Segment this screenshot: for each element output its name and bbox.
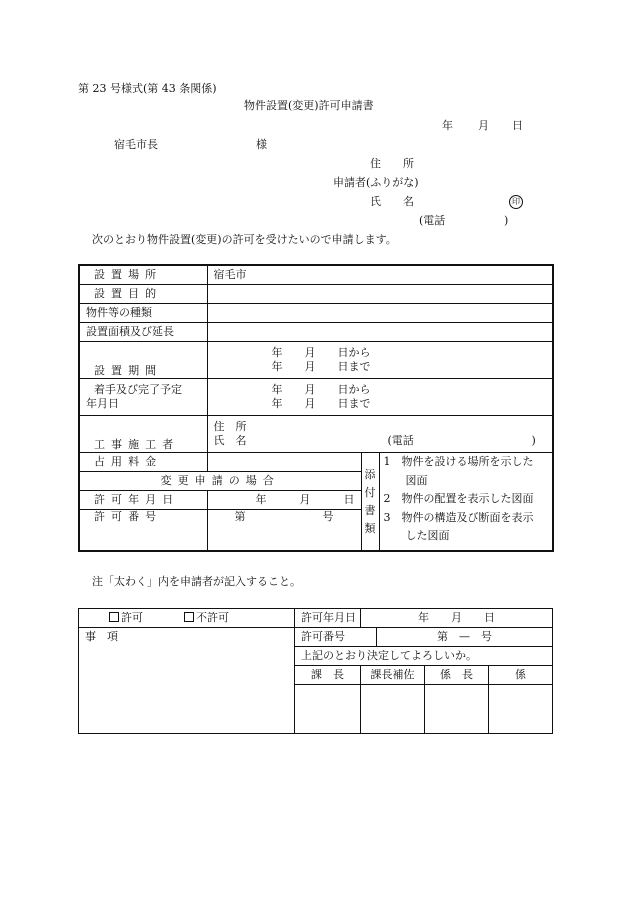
- matters-label: 事 項: [85, 630, 118, 643]
- contractor-phone-close: ): [531, 434, 536, 447]
- section-chief-stamp-box[interactable]: [425, 685, 489, 734]
- purpose-label: 設置目的: [79, 285, 207, 304]
- note-text: 注「太わく」内を申請者が記入すること。: [92, 575, 301, 588]
- fee-field[interactable]: [207, 453, 361, 472]
- attach-char-3: 書: [364, 503, 376, 517]
- period-field[interactable]: [207, 342, 553, 379]
- attachment-item-3: 3 物件の構造及び断面を表示: [383, 510, 534, 524]
- fee-label: 占用料金: [79, 453, 207, 472]
- contractor-label: 工事施工者: [79, 416, 207, 453]
- work-schedule-field[interactable]: [207, 379, 553, 416]
- prior-permit-no-field[interactable]: 第 号: [207, 510, 361, 552]
- period-from: 年 月 日から: [271, 346, 371, 359]
- attachment-item-1-cont: 図面: [405, 473, 428, 487]
- attachments-label: [361, 453, 379, 552]
- approval-text: 上記のとおり決定してよろしいか。: [295, 647, 553, 666]
- assistant-header: 課長補佐: [361, 666, 425, 685]
- attach-char-1: 添: [364, 467, 376, 481]
- section-chief-header: 係 長: [425, 666, 489, 685]
- date-year-label: 年: [442, 119, 453, 132]
- seal-mark: [509, 194, 523, 209]
- assistant-stamp-box[interactable]: [361, 685, 425, 734]
- page-title: 物件設置(変更)許可申請書: [244, 99, 374, 112]
- form-number: 第 23 号様式(第 43 条関係): [78, 82, 217, 95]
- seal-icon: 印: [509, 195, 523, 209]
- contractor-field[interactable]: [207, 416, 553, 453]
- honorific: 様: [256, 138, 267, 151]
- work-label-line1: 着手及び完了予定: [94, 383, 182, 396]
- contractor-address-label: 住 所: [213, 420, 247, 433]
- kind-label: 物件等の種類: [79, 304, 207, 323]
- office-permit-no-label: 許可番号: [295, 628, 377, 647]
- applicant-furigana-label: 申請者(ふりがな): [333, 176, 419, 189]
- staff-stamp-box[interactable]: [489, 685, 553, 734]
- period-label: 設置期間: [79, 342, 207, 379]
- location-label: 設置場所: [79, 265, 207, 285]
- area-label: 設置面積及び延長: [79, 323, 207, 342]
- prior-permit-date-field[interactable]: 年 月 日: [207, 491, 361, 510]
- kind-field[interactable]: [207, 304, 553, 323]
- contractor-phone-label: (電話: [387, 434, 414, 447]
- attach-char-4: 類: [364, 521, 376, 535]
- period-to: 年 月 日まで: [271, 360, 371, 373]
- work-label-line2: 年月日: [86, 397, 119, 410]
- addressee: 宿毛市長: [114, 138, 158, 151]
- matters-cell[interactable]: [79, 628, 295, 734]
- date-month-label: 月: [478, 119, 489, 132]
- applicant-phone-close: ): [504, 214, 509, 227]
- location-value[interactable]: 宿毛市: [207, 265, 553, 285]
- prior-permit-no-label: 許可番号: [79, 510, 207, 552]
- attachment-item-1: 1 物件を設ける場所を示した: [383, 455, 534, 468]
- work-schedule-label: [79, 379, 207, 416]
- office-permit-date-field[interactable]: 年 月 日: [361, 609, 553, 628]
- prior-permit-date-label: 許可年月日: [79, 491, 207, 510]
- applicant-address-label: 住 所: [370, 157, 414, 170]
- decision-cell: [79, 609, 295, 628]
- office-permit-date-label: 許可年月日: [295, 609, 361, 628]
- staff-header: 係: [489, 666, 553, 685]
- work-from: 年 月 日から: [271, 383, 371, 396]
- deny-option-label: 不許可: [196, 611, 229, 624]
- chief-stamp-box[interactable]: [295, 685, 361, 734]
- applicant-phone-label: (電話: [419, 214, 446, 227]
- deny-checkbox[interactable]: [184, 612, 194, 622]
- applicant-name-label: 氏 名: [370, 195, 414, 208]
- area-field[interactable]: [207, 323, 553, 342]
- application-form: [78, 264, 554, 552]
- permit-checkbox[interactable]: [109, 612, 119, 622]
- contractor-name-row: [214, 434, 547, 448]
- office-use-table: [78, 608, 553, 734]
- purpose-field[interactable]: [207, 285, 553, 304]
- work-to: 年 月 日まで: [271, 397, 371, 410]
- attachment-item-2: 2 物件の配置を表示した図面: [383, 492, 534, 505]
- attachments-list: [379, 453, 553, 552]
- chief-header: 課 長: [295, 666, 361, 685]
- permit-option-label: 許可: [121, 611, 143, 624]
- intro-text: 次のとおり物件設置(変更)の許可を受けたいので申請します。: [92, 233, 397, 246]
- change-application-label: 変更申請の場合: [79, 472, 361, 491]
- date-day-label: 日: [512, 119, 523, 132]
- contractor-name-label: 氏 名: [213, 434, 247, 447]
- attach-char-2: 付: [364, 485, 376, 499]
- attachment-item-3-cont: した図面: [405, 529, 450, 542]
- office-permit-no-field[interactable]: 第 — 号: [377, 628, 553, 647]
